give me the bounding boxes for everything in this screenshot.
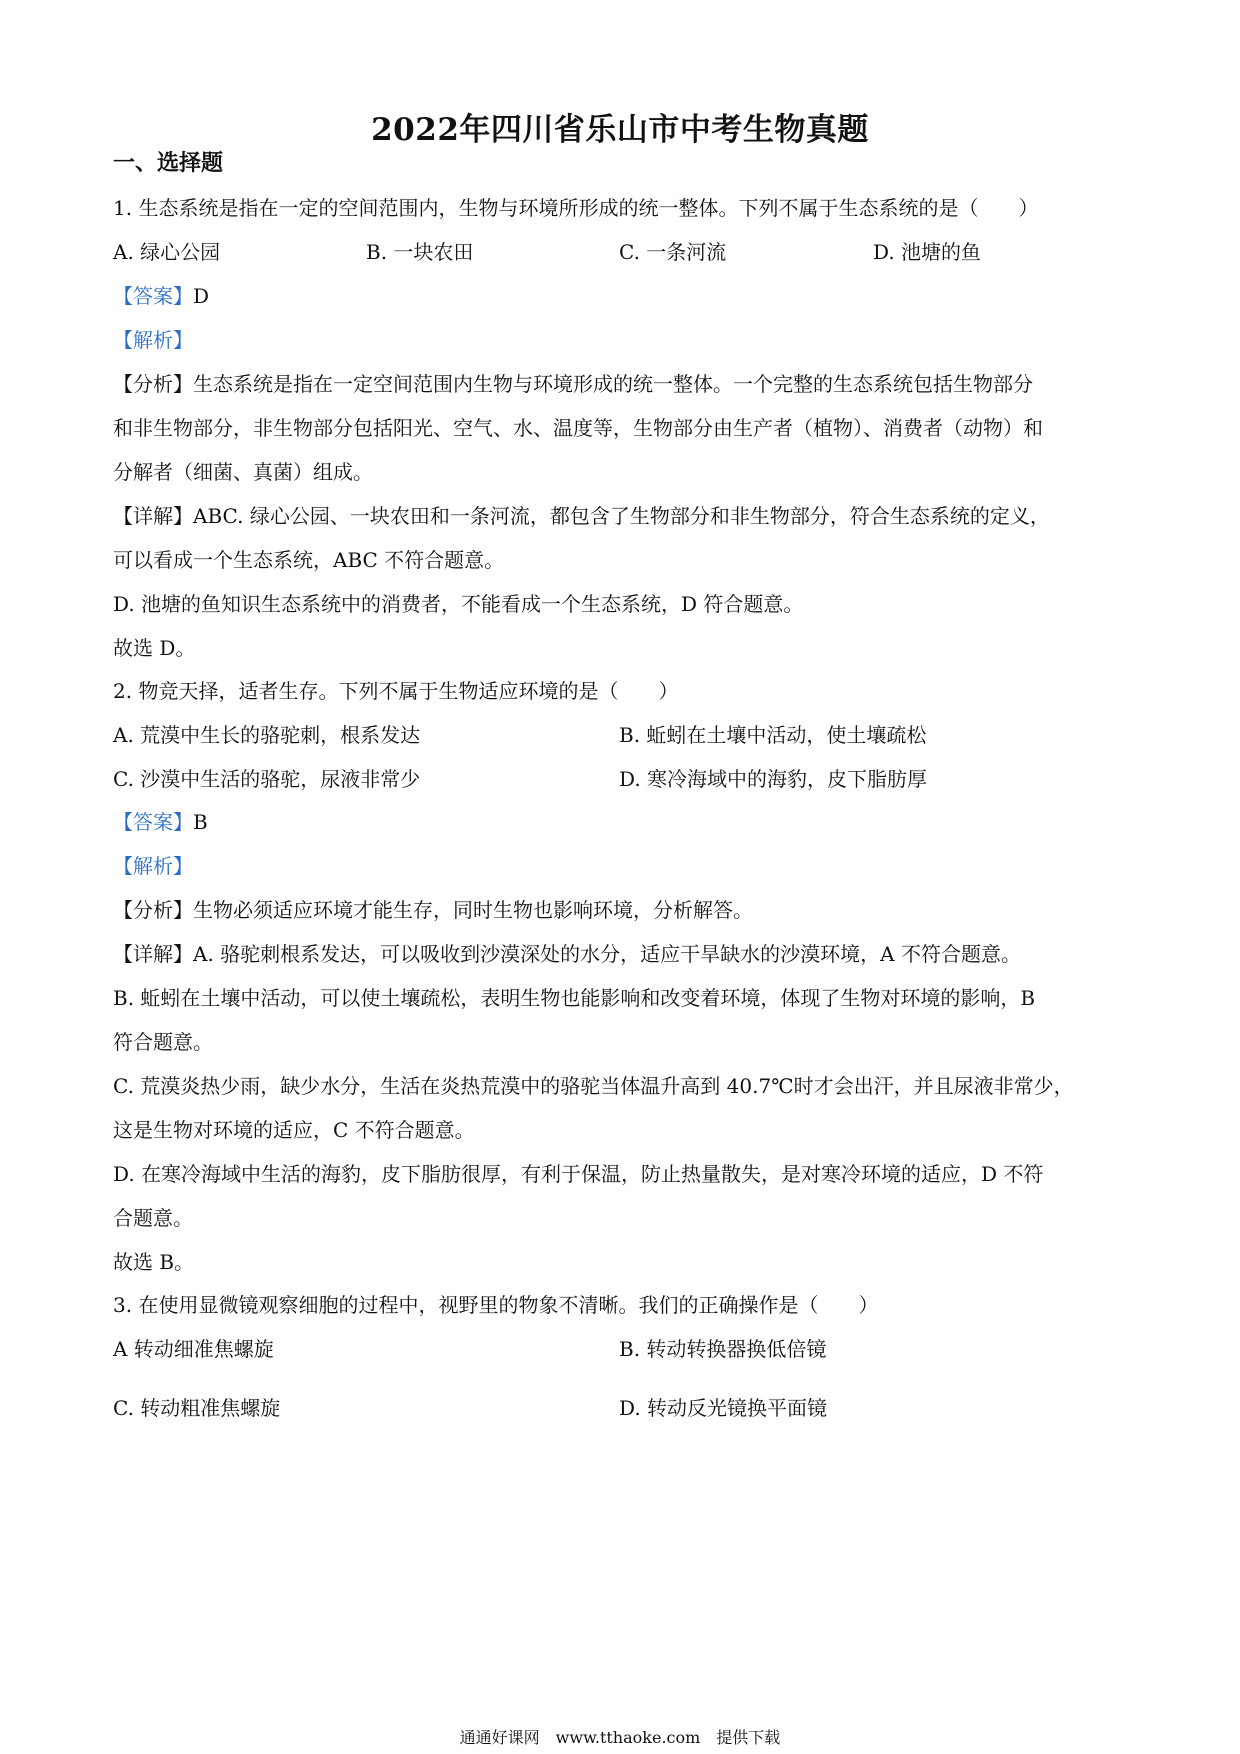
question-1-fenxi-line: 和非生物部分，非生物部分包括阳光、空气、水、温度等，生物部分由生产者（植物）、消费者（动物）和 — [113, 416, 1043, 440]
xiangjie-text: ABC. 绿心公园、一块农田和一条河流，都包含了生物部分和非生物部分，符合生态系统的定义， — [193, 504, 1050, 528]
xiangjie-tag: 【详解】 — [113, 504, 193, 528]
analysis-tag: 【解析】 — [113, 328, 193, 352]
fenxi-text: 生物必须适应环境才能生存，同时生物也影响环境，分析解答。 — [193, 898, 753, 922]
question-3-option-c: C. 转动粗准焦螺旋 — [113, 1396, 281, 1420]
fenxi-tag: 【分析】 — [113, 372, 193, 396]
question-2-xiangjie-line: C. 荒漠炎热少雨，缺少水分，生活在炎热荒漠中的骆驼当体温升高到 40.7℃时才会出汗，并且尿液非常少， — [113, 1074, 1074, 1098]
answer-tag: 【答案】 — [113, 284, 193, 308]
page-footer: 通通好课网 www.tthaoke.com 提供下载 — [459, 1728, 781, 1747]
question-3-stem: 3. 在使用显微镜观察细胞的过程中，视野里的物象不清晰。我们的正确操作是（ ） — [113, 1293, 879, 1317]
question-3-option-b: B. 转动转换器换低倍镜 — [619, 1337, 827, 1361]
question-3-option-d: D. 转动反光镜换平面镜 — [619, 1396, 828, 1420]
question-1-answer — [113, 286, 209, 306]
question-1-xiangjie-line: D. 池塘的鱼知识生态系统中的消费者，不能看成一个生态系统，D 符合题意。 — [113, 592, 804, 616]
question-1-xiangjie — [113, 506, 1050, 526]
question-3-option-a: A 转动细准焦螺旋 — [113, 1337, 274, 1361]
question-1-fenxi — [113, 374, 1033, 394]
question-1-xiangjie-line: 可以看成一个生态系统，ABC 不符合题意。 — [113, 548, 505, 572]
question-1-stem: 1. 生态系统是指在一定的空间范围内，生物与环境所形成的统一整体。下列不属于生态系统的是（ ） — [113, 196, 1039, 220]
question-2-option-b: B. 蚯蚓在土壤中活动，使土壤疏松 — [619, 723, 927, 747]
xiangjie-tag: 【详解】 — [113, 942, 193, 966]
question-2-xiangjie-line: 符合题意。 — [113, 1030, 213, 1054]
question-2-analysis-tag — [113, 856, 193, 876]
section-heading: 一、选择题 — [113, 150, 224, 176]
answer-tag: 【答案】 — [113, 810, 193, 834]
question-2-answer — [113, 812, 208, 832]
question-1-option-b: B. 一块农田 — [366, 240, 474, 264]
question-1-analysis-tag — [113, 330, 193, 350]
question-2-option-d: D. 寒冷海域中的海豹，皮下脂肪厚 — [619, 767, 928, 791]
question-2-fenxi — [113, 900, 753, 920]
xiangjie-text: A. 骆驼刺根系发达，可以吸收到沙漠深处的水分，适应干旱缺水的沙漠环境，A 不符合题意。 — [193, 942, 1021, 966]
question-1-option-c: C. 一条河流 — [619, 240, 727, 264]
question-2-conclusion: 故选 B。 — [113, 1250, 195, 1274]
question-2-xiangjie-line: B. 蚯蚓在土壤中活动，可以使土壤疏松，表明生物也能影响和改变着环境，体现了生物对环境的影响，B — [113, 986, 1036, 1010]
fenxi-text: 生态系统是指在一定空间范围内生物与环境形成的统一整体。一个完整的生态系统包括生物部分 — [193, 372, 1033, 396]
question-1-fenxi-line: 分解者（细菌、真菌）组成。 — [113, 460, 373, 484]
question-1-conclusion: 故选 D。 — [113, 636, 196, 660]
question-2-option-c: C. 沙漠中生活的骆驼，尿液非常少 — [113, 767, 421, 791]
question-2-xiangjie — [113, 944, 1021, 964]
question-2-stem: 2. 物竞天择，适者生存。下列不属于生物适应环境的是（ ） — [113, 679, 679, 703]
question-2-option-a: A. 荒漠中生长的骆驼刺，根系发达 — [113, 723, 421, 747]
analysis-tag: 【解析】 — [113, 854, 193, 878]
question-1-option-a: A. 绿心公园 — [113, 240, 221, 264]
question-2-xiangjie-line: 这是生物对环境的适应，C 不符合题意。 — [113, 1118, 475, 1142]
question-2-xiangjie-line: 合题意。 — [113, 1206, 193, 1230]
question-1-option-d: D. 池塘的鱼 — [873, 240, 982, 264]
answer-value: D — [193, 284, 210, 308]
fenxi-tag: 【分析】 — [113, 898, 193, 922]
page-title: 2022年四川省乐山市中考生物真题 — [371, 112, 869, 148]
question-2-xiangjie-line: D. 在寒冷海域中生活的海豹，皮下脂肪很厚，有利于保温，防止热量散失，是对寒冷环境的适应，D 不符 — [113, 1162, 1044, 1186]
answer-value: B — [193, 810, 208, 834]
